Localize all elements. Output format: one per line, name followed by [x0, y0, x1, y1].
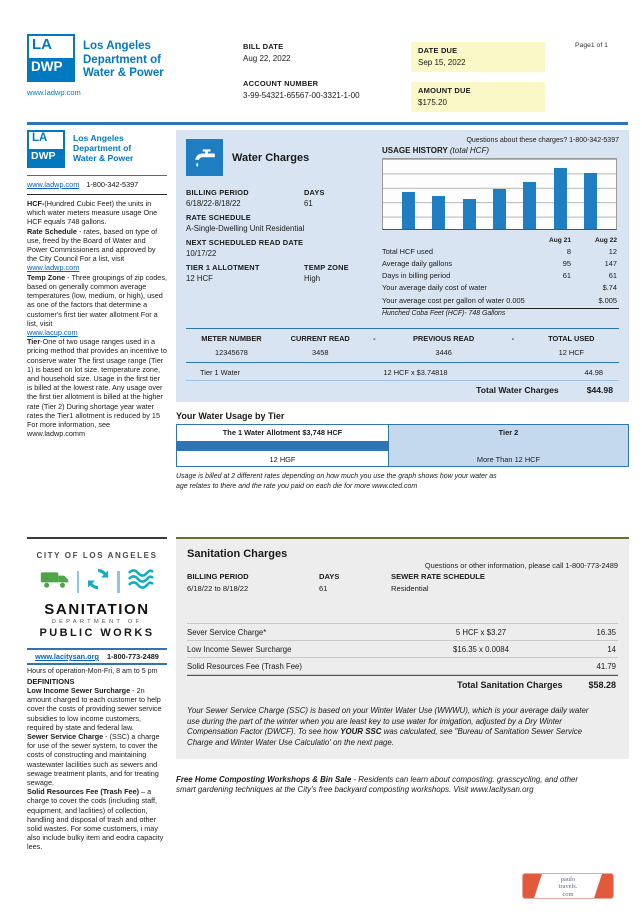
summary-row: Your average daily cost of water $.74: [382, 283, 617, 293]
brand-line3: Water & Power: [83, 67, 164, 80]
bill-meta: [243, 34, 411, 112]
date-due-box: [411, 42, 545, 72]
tier1-usage-bar-cell: [177, 439, 389, 452]
san-days-label: DAYS: [319, 572, 340, 581]
san-days-value: 61: [319, 584, 328, 593]
logo-dwp: DWP: [29, 58, 73, 80]
ladwp-brand: [27, 34, 243, 112]
account-number-value: 3-99-54321-65567-00-3321-1-00: [243, 91, 360, 100]
brand-website-link[interactable]: www.ladwp.com: [27, 88, 81, 97]
rate-schedule-value: A-Single-Dwelling Unit Residential: [186, 224, 305, 233]
bill-date-value: Aug 22, 2022: [243, 54, 291, 63]
tier-table: [176, 424, 629, 467]
sidebar-rule: [27, 175, 167, 176]
days-label: DAYS: [304, 188, 325, 197]
tier1-allotment-label: TIER 1 ALLOTMENT: [186, 263, 260, 272]
bill-header: [0, 0, 642, 112]
usage-summary-table: [382, 235, 619, 319]
san-billing-period-label: BILLING PERIOD: [187, 572, 249, 581]
logo-dwp-small: DWP: [29, 149, 63, 166]
sanitation-questions-line: Questions or other information, please call 1-800-773-2489: [424, 561, 618, 570]
previous-read-value: 3446: [435, 348, 452, 358]
definitions-title: DEFINITIONS: [27, 677, 75, 686]
tier2-usage-bar-cell: [389, 439, 628, 452]
summary-row: Total HCF used 8 12: [382, 246, 617, 256]
recycle-icon: [86, 567, 110, 596]
tier1-range-cell: 12 HGF: [177, 452, 389, 466]
tier-section-heading: Your Water Usage by Tier: [176, 411, 285, 422]
total-used-header: TOTAL USED: [548, 334, 595, 344]
summary-col-aug22: Aug 22: [595, 236, 617, 244]
sanitation-sidebar: [27, 537, 167, 852]
water-waves-icon: [127, 568, 155, 595]
composting-notice: Free Home Composting Workshops & Bin Sale - Residents can learn about composting. grasscycling, and other smart gardening techniques at the City's free backyard composting workshops. Visit www.lacitysan.org: [176, 774, 578, 795]
icon-separator: [77, 571, 80, 593]
meter-number-value: 12345678: [215, 348, 248, 358]
ladwp-link[interactable]: www.ladwp.com: [27, 263, 80, 273]
hcf-footnote: Hunched Coba Feet (HCF)- 748 Gallons: [382, 310, 506, 318]
sanitation-wordmark: SANITATION: [44, 601, 150, 618]
ssc-explanation-note: Your Sewer Service Charge (SSC) is based on your Winter Water Use (WWWU), which is your average daily water use during the part of the winter when you are least key to use water for imigation, adjusted by a Dry Winter Compensation Factor (DWCF). To see how YOUR SSC was calculated, see "Bureau of Sanitation Sewer Service Charge and Winter Water Use Calculatio' on the next page.: [187, 706, 589, 748]
water-definitions: HCF-(Hundred Cubic Feet) the units in which water meters measure usage One HCF equals 748 gallons. Rate Schedule - rates, based on type of use, freed by the Board of Water and Power Commissioners and approved by the City Council For a list, visit www.ladwp.com Temp Zone - Three groupings of zip codes, based on generally common average temperatures (low, medium, or high), used as one of the factors that determine a customer's first tier water allotment For a list, visit www.lacup.com Tier-One of two usage ranges used in a pricing method that provides an incentive to conserve water The first usage range (Tier 1) is based on lot size. temperature zone, and household size. Usage in the first tier is billed at the lowest rate. Any usage over the first tier allotment is billed at the higher rate (Tier 2) During shortage year water rates the Tier1 allotment is reduced by 15 For more information, see www.ladwp.comm: [27, 199, 167, 439]
days-value: 61: [304, 199, 313, 208]
faucet-icon: [186, 139, 223, 176]
department-of-label: DEPARTMENT OF: [51, 619, 143, 625]
sanitation-definitions: Low Income Sewer Surcharge - 2n amount charged to each customer to help cover the costs of providing sewer service subsidies to low income customers, required by state and federal law. Sewer Service Charge - (SSC) a charge for use of the sewer system, to cover the costs of constructing and maintaining wastewater lacilities such as sewers and sewage treatment plants, and for treating sewage. Solid Resources Fee (Trash Fee) – a charge to cover the cods (including staff, equipment, and laclities) of collection, handling and disposal of trash and other solid wastes. For some customers, i may also include bulky item and eodra capacity lees.: [27, 686, 164, 852]
brand-name-small: Los Angeles Department of Water & Power: [73, 133, 134, 164]
usage-bar: [554, 168, 567, 229]
city-of-los-angeles-label: CITY OF LOS ANGELES: [36, 551, 158, 560]
meter-row: [186, 346, 619, 363]
hours-of-operation: Hours of operation-Mon-Fri, 8 am to 5 pm: [27, 667, 158, 675]
amount-due-box: [411, 82, 545, 112]
water-questions-line: Questions about these charges? 1-800-342-5397: [466, 137, 619, 144]
total-water-charges-row: Total Water Charges $44.98: [186, 380, 619, 402]
lacitysan-link[interactable]: www.lacitysan.org: [35, 652, 99, 661]
garbage-truck-icon: [40, 568, 70, 595]
summary-row: Days in billing period 61 61: [382, 271, 617, 281]
sanitation-phone: 1-800-773-2489: [106, 652, 159, 661]
date-due-value: Sep 15, 2022: [418, 58, 466, 67]
sanitation-charge-rows: [187, 623, 618, 692]
bill-date-label: BILL DATE: [243, 42, 284, 51]
tier2-header-cell: Tier 2: [389, 425, 628, 439]
usage-bar: [523, 182, 536, 229]
sewer-rate-schedule-label: SEWER RATE SCHEDULE: [391, 572, 485, 581]
sanitation-charges-title: Sanitation Charges: [187, 548, 288, 560]
usage-bar: [584, 173, 597, 229]
logo-la-small: LA: [32, 132, 48, 144]
logo-la: LA: [32, 36, 52, 53]
sanitation-charges-panel: [176, 537, 629, 759]
usage-history-title: USAGE HISTORY (total HCF): [382, 146, 490, 155]
charge-row: Low Income Sewer Surcharge $16.35 x 0.0084 14: [187, 641, 618, 658]
water-sidebar: [27, 130, 167, 438]
next-read-value: 10/17/22: [186, 249, 217, 258]
watermark-stamp: [522, 873, 614, 899]
total-used-value: 12 HCF: [558, 348, 585, 358]
page-number: Page1 of 1: [575, 42, 608, 49]
sidebar-website-link[interactable]: www.ladwp.com: [27, 180, 80, 189]
billing-period-label: BILLING PERIOD: [186, 188, 249, 197]
sidebar-rule-dark: [27, 194, 167, 195]
tier-note: Usage is billed at 2 different rates depending on how much you use the graph shows how your water as age relates to there and the rate you paid on each die for more www.cted.com: [176, 473, 497, 490]
brand-line1: Los Angeles: [83, 40, 151, 52]
usage-history-subtitle: (total HCF): [449, 146, 490, 155]
billing-period-value: 6/18/22-8/18/22: [186, 199, 241, 208]
meter-table: METER NUMBER CURRENT READ - PREVIOUS READ - TOTAL USED 12345678 3458 3446 12 HCF Tier 1 Water 12 HCF x $3.74818 44.98 Total Water Charges $44.98: [186, 328, 619, 402]
stamp-text: paulo travels. com: [558, 876, 578, 898]
due-summary: [411, 34, 628, 112]
temp-zone-value: High: [304, 274, 321, 283]
date-due-label: DATE DUE: [418, 46, 458, 55]
tier1-allotment-value: 12 HCF: [186, 274, 213, 283]
charge-row: Sever Service Charge* 5 HCF x $3.27 16.35: [187, 623, 618, 641]
stamp-red-band: [594, 874, 614, 898]
charge-row: Solid Resources Fee (Trash Fee) 41.79: [187, 658, 618, 675]
current-read-value: 3458: [311, 348, 329, 358]
public-works-label: PUBLIC WORKS: [39, 627, 155, 639]
usage-bar: [402, 192, 415, 229]
summary-row: Average daily gallons 95 147: [382, 258, 617, 268]
total-sanitation-charges-row: Total Sanitation Charges $58.28: [187, 675, 618, 692]
stamp-red-band: [522, 874, 542, 898]
next-read-label: NEXT SCHEDULED READ DATE: [186, 238, 304, 247]
summary-col-aug21: Aug 21: [549, 236, 571, 244]
amount-due-label: AMOUNT DUE: [418, 86, 471, 95]
previous-read-header: PREVIOUS READ: [413, 334, 475, 344]
summary-row: Your average cost per gallon of water 0.005 $.005: [382, 295, 617, 305]
sanitation-icons: [27, 567, 167, 596]
usage-bar: [493, 189, 506, 229]
sidebar-phone: 1-800-342-5397: [86, 180, 139, 189]
tier2-range-cell: More Than 12 HCF: [389, 452, 628, 466]
tier1-header-cell: The 1 Water Allotment $3,748 HCF: [177, 425, 389, 439]
ladwp-logo-small-icon: [27, 130, 65, 168]
amount-due-value: $175.20: [418, 98, 447, 107]
usage-bar: [463, 199, 476, 229]
meter-number-header: METER NUMBER: [201, 334, 262, 344]
lacup-link[interactable]: www.lacup.com: [27, 327, 78, 337]
account-number-label: ACCOUNT NUMBER: [243, 79, 319, 88]
temp-zone-label: TEMP ZONE: [304, 263, 349, 272]
sewer-rate-schedule-value: Residential: [391, 584, 429, 593]
water-charges-panel: [176, 130, 629, 402]
usage-bar: [432, 196, 445, 229]
icon-separator: [117, 571, 120, 593]
tier1-usage-bar: [177, 441, 388, 451]
current-read-header: CURRENT READ: [290, 334, 350, 344]
ladwp-logo-icon: [27, 34, 75, 82]
rate-schedule-label: RATE SCHEDULE: [186, 213, 251, 222]
summary-underline: [382, 308, 619, 309]
water-usage-by-tier: [176, 411, 629, 491]
san-billing-period-value: 6/18/22 to 8/18/22: [187, 584, 249, 593]
usage-history-chart: [382, 158, 617, 230]
brand-line2: Department of: [83, 53, 161, 66]
water-charges-title: Water Charges: [232, 151, 310, 164]
tier1-water-row: Tier 1 Water 12 HCF x $3.74818 44.98: [200, 368, 603, 378]
brand-name: [83, 34, 164, 82]
